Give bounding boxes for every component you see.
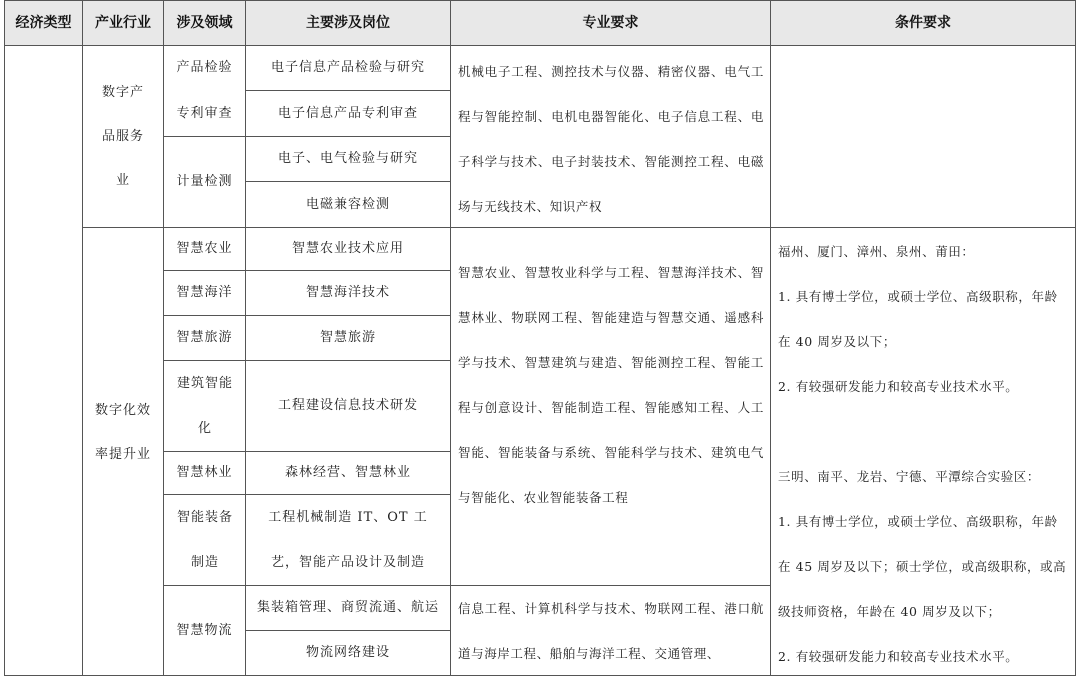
position-cell: 智慧旅游 [319, 330, 376, 345]
domain-product-inspection: 产品检验 [176, 60, 233, 75]
industry-digital-product: 数字产品服务业 [101, 84, 144, 188]
domain-metrology: 计量检测 [176, 174, 233, 189]
position-cell: 电子、电气检验与研究 [277, 151, 418, 166]
domain-smart-ocean: 智慧海洋 [176, 285, 233, 300]
domain-smart-tourism: 智慧旅游 [176, 330, 233, 345]
domain-patent-review: 专利审查 [176, 105, 233, 121]
conditions-group-1-title: 福州、厦门、漳州、泉州、莆田： [778, 244, 975, 259]
conditions-group-2-title: 三明、南平、龙岩、宁德、平潭综合实验区： [778, 469, 1041, 484]
header-economic-type: 经济类型 [15, 15, 72, 31]
header-domain: 涉及领域 [176, 15, 233, 31]
col-divider [770, 0, 771, 676]
domain-building-intelligence: 建筑智能化 [176, 376, 233, 436]
header-conditions: 条件要求 [895, 15, 951, 31]
position-cell: 电磁兼容检测 [305, 196, 390, 212]
domain-smart-agriculture: 智慧农业 [176, 241, 233, 256]
conditions-group-2-item-1: 1. 具有博士学位，或硕士学位、高级职称，年龄在 45 周岁及以下；硕士学位，或高级职称，或高级技师资格，年龄在 40 周岁及以下； [778, 514, 1067, 619]
col-divider [450, 0, 451, 676]
position-cell: 电子信息产品专利审查 [277, 105, 418, 121]
header-positions: 主要涉及岗位 [306, 15, 390, 31]
position-cell: 物流网络建设 [305, 645, 390, 660]
conditions-group-1 [778, 229, 1070, 409]
header-industry: 产业行业 [95, 15, 151, 31]
position-cell: 智慧农业技术应用 [291, 241, 404, 256]
position-cell: 森林经营、智慧林业 [284, 465, 411, 480]
majors-digital-product: 机械电子工程、测控技术与仪器、精密仪器、电气工程与智能控制、电机电器智能化、电子信息工程、电子科学与技术、电子封装技术、智能测控工程、电磁场与无线技术、知识产权 [458, 64, 764, 214]
position-cell: 工程机械制造 IT、OT 工艺，智能产品设计及制造 [268, 510, 428, 570]
table-border-left [4, 0, 5, 676]
conditions-group-2-item-2: 2. 有较强研发能力和较高专业技术水平。 [778, 649, 1019, 664]
header-majors: 专业要求 [582, 15, 639, 31]
majors-logistics: 信息工程、计算机科学与技术、物联网工程、港口航道与海岸工程、船舶与海洋工程、交通管理、 [458, 601, 764, 661]
conditions-group-2 [778, 454, 1070, 679]
conditions-group-1-item-1: 1. 具有博士学位，或硕士学位、高级职称，年龄在 40 周岁及以下； [778, 289, 1058, 349]
domain-smart-logistics: 智慧物流 [176, 622, 233, 638]
industry-digital-efficiency: 数字化效率提升业 [94, 403, 151, 462]
position-cell: 电子信息产品检验与研究 [270, 60, 425, 75]
position-cell: 工程建设信息技术研发 [277, 398, 418, 413]
table-border-right [1075, 0, 1076, 676]
position-cell: 智慧海洋技术 [305, 285, 390, 300]
domain-smart-forestry: 智慧林业 [176, 465, 233, 480]
requirements-table [2, 0, 1076, 678]
conditions-group-1-item-2: 2. 有较强研发能力和较高专业技术水平。 [778, 379, 1019, 394]
majors-digital-efficiency: 智慧农业、智慧牧业科学与工程、智慧海洋技术、智慧林业、物联网工程、智能建造与智慧交通、遥感科学与技术、智慧建筑与建造、智能测控工程、智能工程与创意设计、智能制造工程、智能感知工程、人工智能、智能装备与系统、智能科学与技术、建筑电气与智能化、农业智能装备工程 [458, 265, 764, 505]
col-divider [82, 0, 83, 676]
position-cell: 集装箱管理、商贸流通、航运 [256, 600, 439, 615]
domain-smart-equipment: 智能装备制造 [176, 510, 233, 570]
